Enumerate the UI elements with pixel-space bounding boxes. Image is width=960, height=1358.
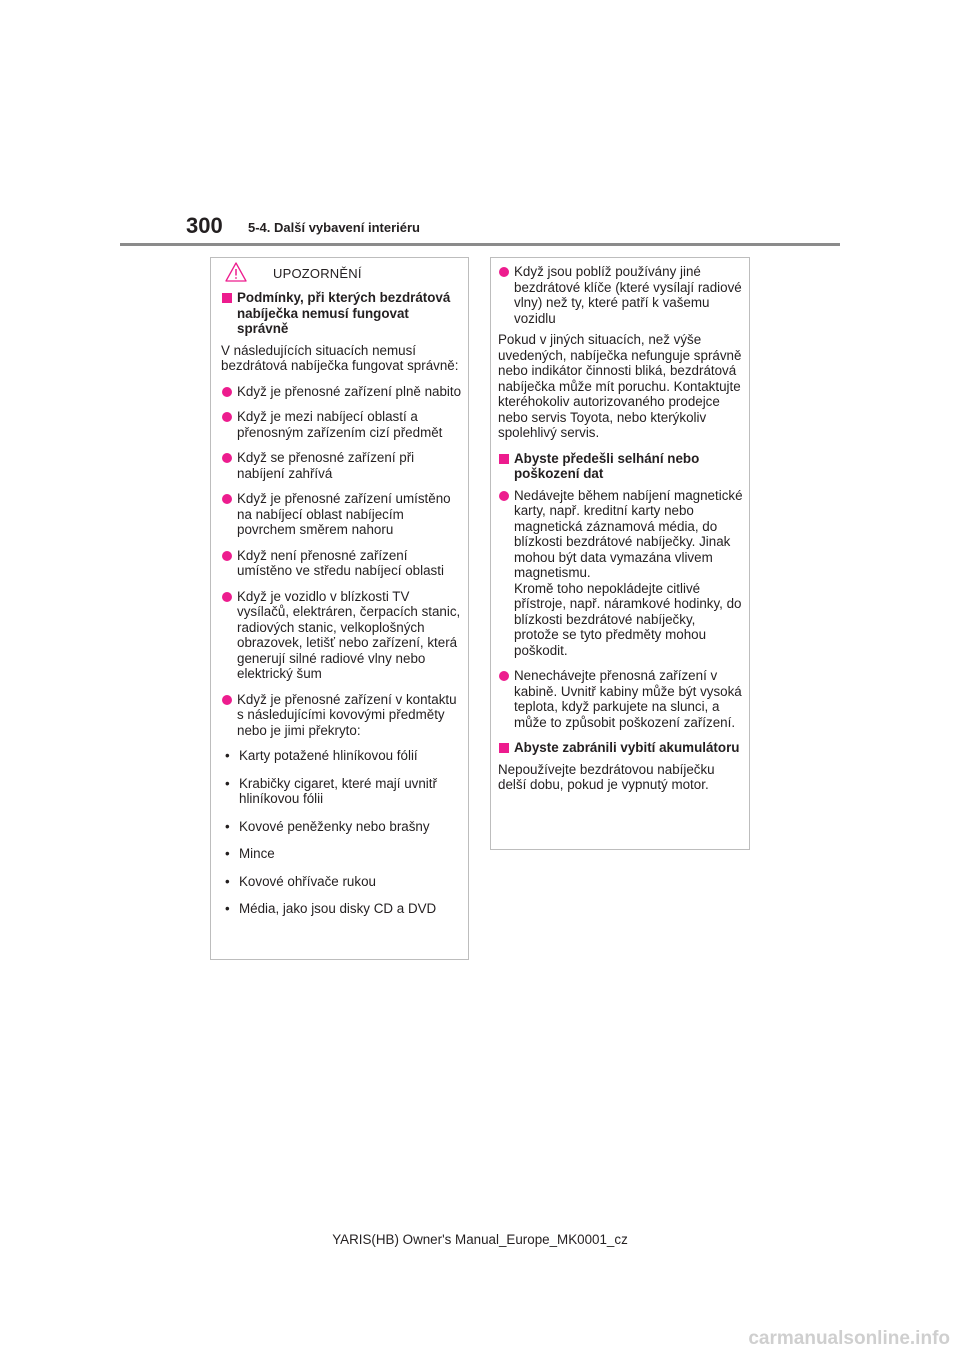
list-item: Když je přenosné zařízení umístěno na nabíjecí oblast nabíjecím povrchem směrem nahoru xyxy=(221,491,462,538)
list-item-text-continued: Kromě toho nepokládejte citlivé přístroje, např. náramkové hodinky, do blízkosti bezdrátové nabíječky, protože se tyto předměty mohou poškodit. xyxy=(514,580,742,658)
list-item xyxy=(498,488,743,659)
list-item: Když je přenosné zařízení plně nabito xyxy=(221,384,462,400)
heading-battery: Abyste zabránili vybití akumulátoru xyxy=(498,740,743,756)
list-item: Když je přenosné zařízení v kontaktu s následujícími kovovými předměty nebo je jimi překryto: xyxy=(221,692,462,739)
list-item: Když je mezi nabíjecí oblastí a přenosným zařízením cizí předmět xyxy=(221,409,462,440)
list-item: Když se přenosné zařízení při nabíjení zahřívá xyxy=(221,450,462,481)
section-title: 5-4. Další vybavení interiéru xyxy=(248,220,420,235)
paragraph-malfunction: Pokud v jiných situacích, než výše uvedených, nabíječka nefunguje správně nebo indikátor činnosti bliká, bezdrátová nabíječka může mít poruchu. Kontaktujte kteréhokoliv autorizovaného prodejce nebo servis Toyota, nebo kterýkoliv spolehlivý servis. xyxy=(498,332,742,440)
warning-header xyxy=(225,262,465,284)
list-item: Nenechávejte přenosná zařízení v kabině. Uvnitř kabiny může být vysoká teplota, když parkujete na slunci, a může to způsobit poškození zařízení. xyxy=(498,668,743,730)
list-item: Když jsou poblíž používány jiné bezdrátové klíče (které vysílají radiové vlny) než ty, které patří k vašemu vozidlu xyxy=(498,264,743,326)
sub-list-item: • Média, jako jsou disky CD a DVD xyxy=(221,901,462,917)
sub-list-item: • Karty potažené hliníkovou fólií xyxy=(221,748,462,764)
list-item-text: Nedávejte během nabíjení magnetické karty, např. kreditní karty nebo magnetická záznamová média, do blízkosti bezdrátové nabíječky. Jinak mohou být data vymazána vlivem magnetismu. xyxy=(514,487,743,580)
sub-list-item: • Krabičky cigaret, které mají uvnitř hliníkovou fólii xyxy=(221,776,462,807)
paragraph-battery: Nepoužívejte bezdrátovou nabíječku delší dobu, pokud je vypnutý motor. xyxy=(498,761,715,792)
warning-box-left xyxy=(210,257,469,960)
list-item: Když není přenosné zařízení umístěno ve středu nabíjecí oblasti xyxy=(221,548,462,579)
footer-text: YARIS(HB) Owner's Manual_Europe_MK0001_cz xyxy=(332,1232,628,1247)
warning-title: UPOZORNĚNÍ xyxy=(273,266,362,281)
intro-paragraph: V následujících situacích nemusí bezdrátová nabíječka fungovat správně: xyxy=(221,342,459,373)
sub-list-item: • Kovové peněženky nebo brašny xyxy=(221,819,462,835)
warning-box-right xyxy=(490,257,750,850)
heading-data-protection: Abyste předešli selhání nebo poškození dat xyxy=(498,451,743,482)
sub-list-item: • Mince xyxy=(221,846,462,862)
warning-triangle-icon xyxy=(225,262,247,282)
list-item: Když je vozidlo v blízkosti TV vysílačů, elektráren, čerpacích stanic, radiových stanic, velkoplošných obrazovek, letišť nebo zařízení, která generují silné radiové vlny nebo elektrický šum xyxy=(221,589,462,682)
watermark: carmanualsonline.info xyxy=(748,1328,950,1349)
heading-conditions: Podmínky, při kterých bezdrátová nabíječka nemusí fungovat správně xyxy=(221,290,462,337)
header-rule xyxy=(120,243,840,246)
sub-list-item: • Kovové ohřívače rukou xyxy=(221,874,462,890)
page-number: 300 xyxy=(186,213,223,238)
